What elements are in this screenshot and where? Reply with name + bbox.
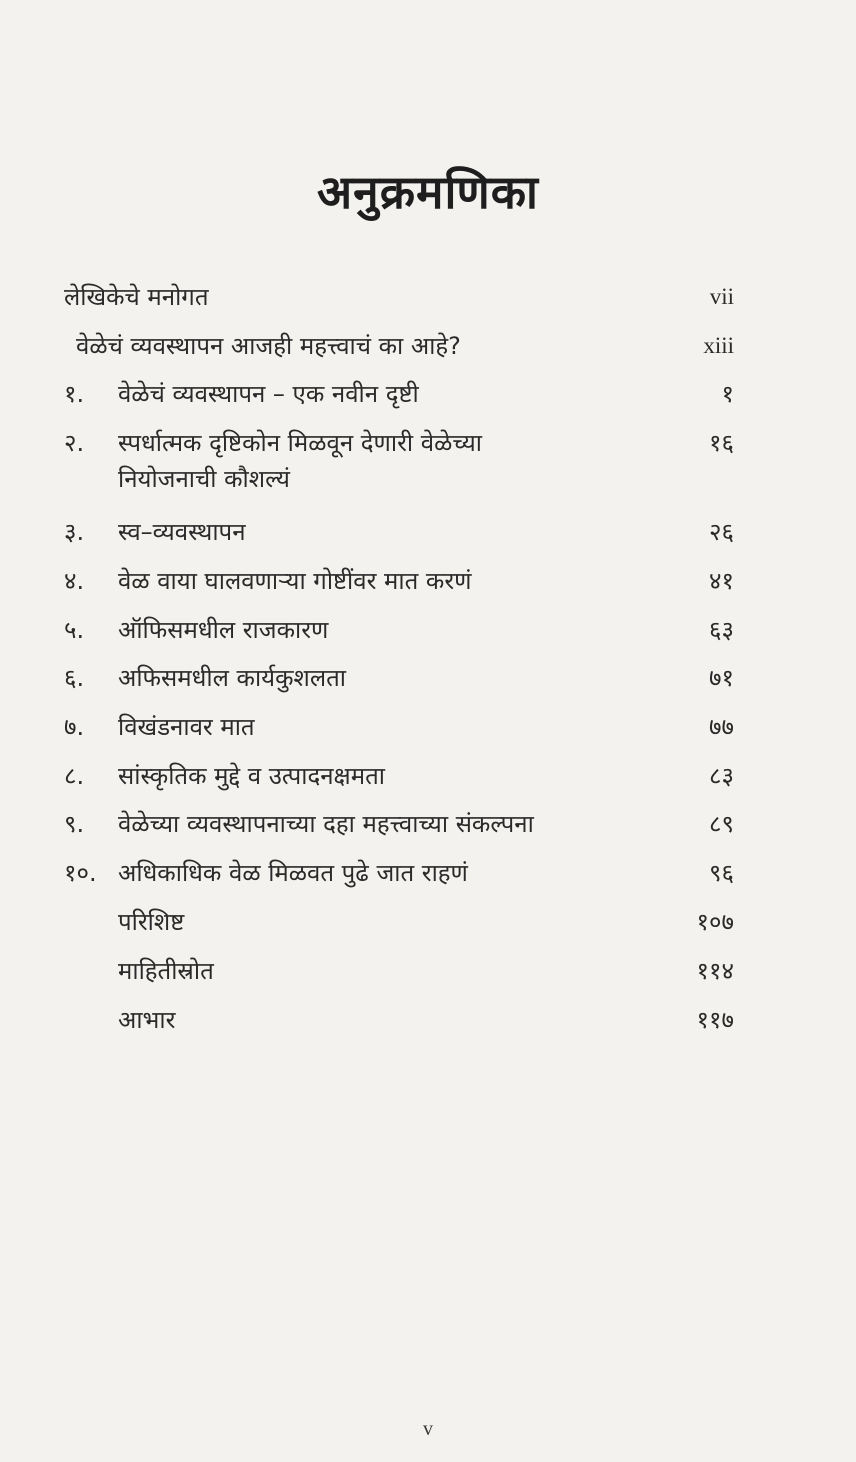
toc-entry-text: वेळेचं व्यवस्थापन आजही महत्त्वाचं का आहे? [76,332,461,360]
toc-entry-text: परिशिष्ट [118,908,185,936]
toc-entry-text: आभार [118,1006,176,1034]
toc-entry-page: ८३ [709,762,734,790]
toc-entry-page: १०७ [696,908,734,936]
toc-entry-chapter-2[interactable] [64,426,734,498]
toc-entry-text: वेळ वाया घालवणाऱ्या गोष्टींवर मात करणं [118,567,472,595]
toc-entry-page: ११७ [696,1006,734,1034]
toc-entry-number: ४. [64,567,85,595]
toc-entry-text: सांस्कृतिक मुद्दे व उत्पादनक्षमता [118,762,386,790]
toc-entry-number: ८. [64,762,85,790]
page-number: v [423,1418,433,1440]
toc-entry-page: vii [709,284,734,309]
toc-entry-text: लेखिकेचे मनोगत [64,283,209,311]
toc-entry-page: १ [721,380,734,408]
toc-entry-text: स्पर्धात्मक दृष्टिकोन मिळवून देणारी वेळेच्या [118,429,482,457]
toc-entry-page: ४१ [709,567,734,595]
toc-entry-page: ८९ [709,810,734,838]
page-title: अनुक्रमणिका [317,165,539,219]
toc-entry-page: ९६ [709,859,734,887]
toc-entry-page: १६ [709,429,734,457]
toc-entry-number: ३. [64,518,85,546]
toc-entry-text: अधिकाधिक वेळ मिळवत पुढे जात राहणं [118,859,468,887]
toc-entry-number: ६. [64,664,85,692]
toc-entry-text: वेळेच्या व्यवस्थापनाच्या दहा महत्त्वाच्या संकल्पना [118,810,534,838]
toc-entry-number: १०. [64,859,97,887]
toc-entry-page: xiii [703,333,734,358]
toc-entry-page: ७१ [709,664,734,692]
toc-entry-text: स्व–व्यवस्थापन [118,518,246,546]
toc-entry-text: वेळेचं व्यवस्थापन – एक नवीन दृष्टी [118,380,419,408]
toc-entry-text: विखंडनावर मात [118,713,255,741]
toc-entry-number: १. [64,380,85,408]
toc-entry-text: ऑफिसमधील राजकारण [118,616,329,644]
toc-entry-text-continued: नियोजनाची कौशल्यं [118,465,290,493]
toc-entry-text: अफिसमधील कार्यकुशलता [118,664,346,692]
toc-entry-number: ५. [64,616,85,644]
toc-entry-number: ९. [64,810,85,838]
toc-entry-number: २. [64,429,85,457]
toc-entry-page: ११४ [696,957,734,985]
toc-entry-page: २६ [709,518,734,546]
toc-entry-page: ७७ [709,713,734,741]
toc-entry-text: माहितीस्रोत [118,957,214,985]
toc-entry-number: ७. [64,713,85,741]
toc-entry-page: ६३ [709,616,734,644]
